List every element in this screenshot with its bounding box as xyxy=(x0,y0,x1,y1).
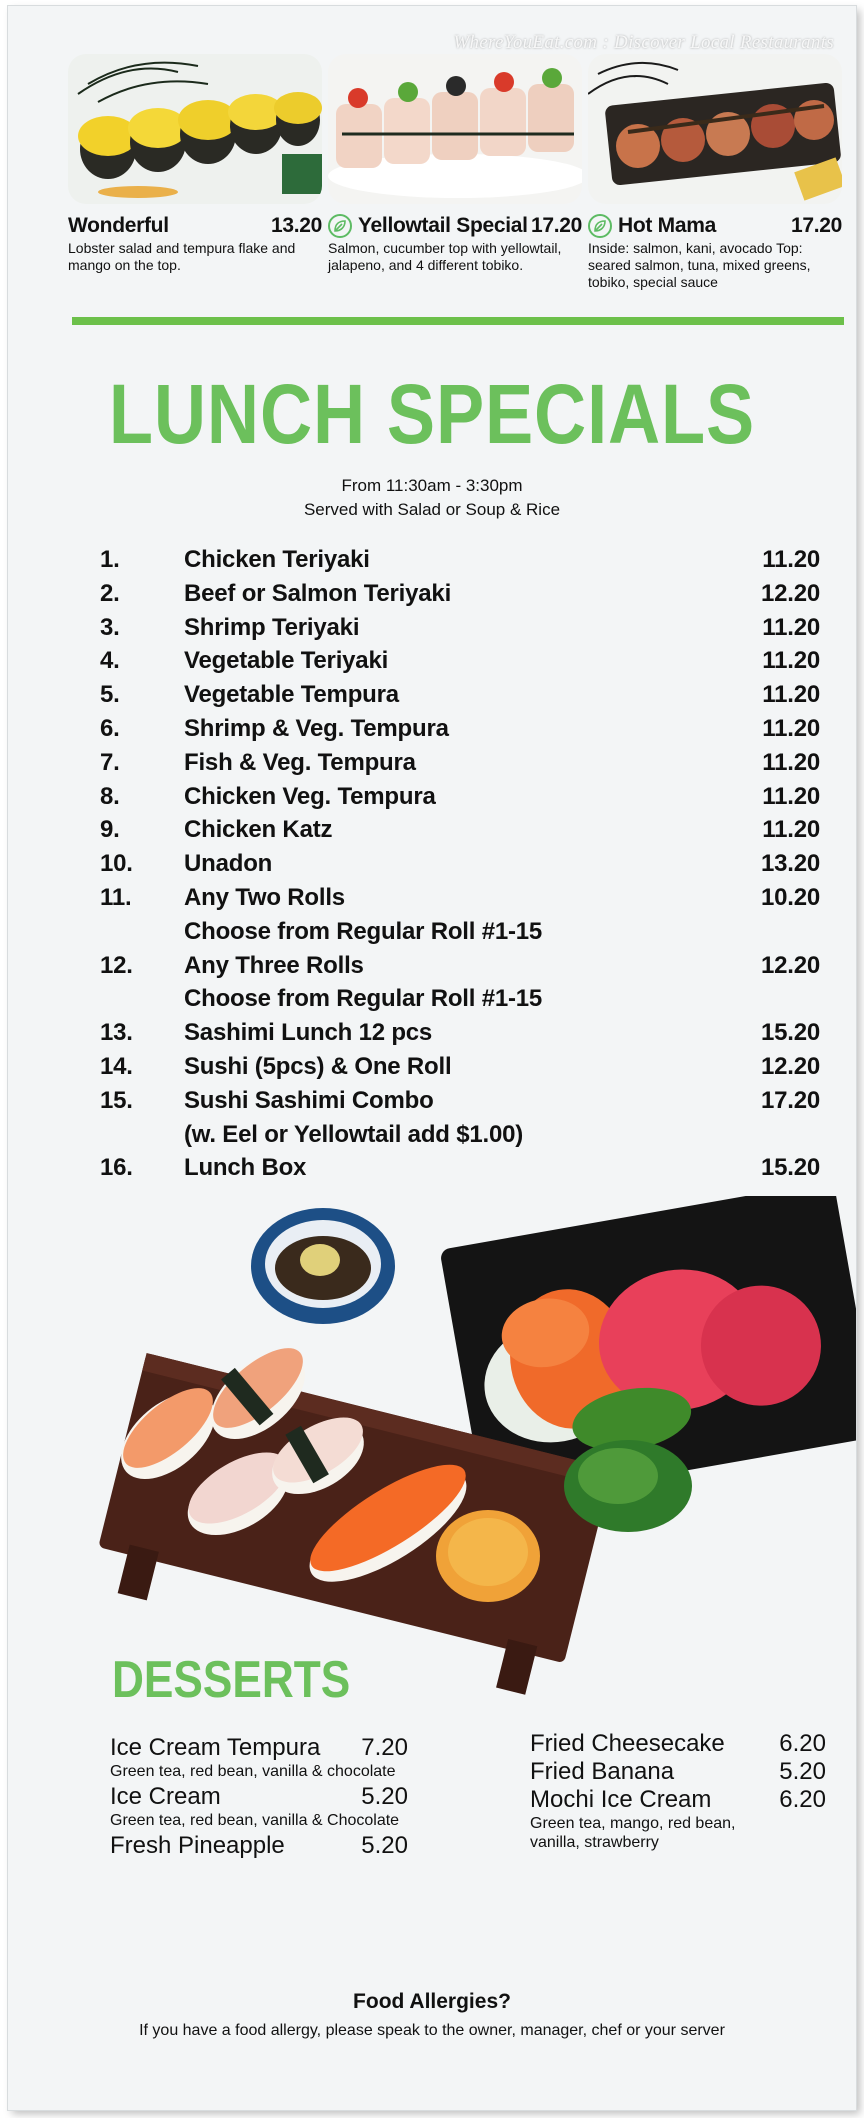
item-name: Vegetable Tempura xyxy=(184,681,399,709)
item-price: 12.20 xyxy=(760,951,820,979)
dessert-name: Fried Cheesecake xyxy=(530,1730,725,1757)
dessert-price: 7.20 xyxy=(361,1734,408,1761)
item-name: Sushi (5pcs) & One Roll xyxy=(184,1052,452,1080)
roll-title xyxy=(588,214,842,238)
dessert-description: Green tea, mango, red bean, vanilla, strawberry xyxy=(530,1815,736,1851)
lunch-item xyxy=(100,1087,820,1155)
featured-roll-wonderful xyxy=(68,54,322,274)
roll-description: Lobster salad and tempura flake and mango on the top. xyxy=(68,240,296,273)
item-price: 12.20 xyxy=(760,579,820,607)
roll-photo xyxy=(68,54,322,204)
desserts-title: DESSERTS xyxy=(112,1651,351,1709)
lunch-list xyxy=(100,546,820,1188)
lunch-item xyxy=(100,952,820,1020)
desserts-right-column xyxy=(530,1730,826,1852)
featured-roll-yellowtail-special xyxy=(328,54,582,274)
dessert-item xyxy=(110,1734,408,1781)
lunch-item xyxy=(100,1154,820,1188)
lunch-item xyxy=(100,647,820,681)
dessert-description: Green tea, red bean, vanilla & Chocolate xyxy=(110,1812,400,1829)
roll-price: 17.20 xyxy=(530,214,582,237)
item-price: 11.20 xyxy=(762,714,820,742)
item-number: 3. xyxy=(100,613,120,641)
dessert-price: 5.20 xyxy=(361,1783,408,1810)
item-number: 13. xyxy=(100,1019,133,1047)
item-price: 15.20 xyxy=(760,1154,820,1182)
item-price: 11.20 xyxy=(762,748,820,776)
item-number: 1. xyxy=(100,546,120,573)
item-number: 11. xyxy=(100,883,132,911)
item-number: 2. xyxy=(100,579,120,607)
featured-rolls xyxy=(68,54,848,314)
item-price: 11.20 xyxy=(762,816,820,844)
item-number: 7. xyxy=(100,748,120,776)
lunch-item xyxy=(100,816,820,850)
item-price: 11.20 xyxy=(762,782,820,810)
item-note: (w. Eel or Yellowtail add $1.00) xyxy=(184,1120,524,1148)
dessert-price: 5.20 xyxy=(779,1758,826,1785)
dessert-price: 5.20 xyxy=(361,1832,408,1859)
item-name: Unadon xyxy=(184,850,273,878)
roll-title xyxy=(328,214,582,238)
dessert-item xyxy=(530,1758,826,1786)
lunch-hours xyxy=(8,474,856,522)
item-name: Shrimp Teriyaki xyxy=(184,613,360,641)
lunch-item xyxy=(100,681,820,715)
item-price: 17.20 xyxy=(760,1086,820,1114)
item-note: Choose from Regular Roll #1-15 xyxy=(184,985,543,1013)
item-price: 13.20 xyxy=(760,850,820,878)
allergy-question: Food Allergies? xyxy=(353,1990,511,2013)
dessert-description: Green tea, red bean, vanilla & chocolate xyxy=(110,1763,396,1780)
lunch-item xyxy=(100,749,820,783)
sushi-sashimi-photo xyxy=(88,1196,856,1716)
leaf-icon xyxy=(588,214,612,238)
item-name: Chicken Teriyaki xyxy=(184,546,370,573)
dessert-name: Fried Banana xyxy=(530,1758,675,1785)
item-number: 5. xyxy=(100,681,120,709)
item-price: 15.20 xyxy=(760,1019,820,1047)
roll-name: Wonderful xyxy=(68,214,169,237)
item-name: Sashimi Lunch 12 pcs xyxy=(184,1019,433,1047)
dessert-name: Fresh Pineapple xyxy=(110,1832,285,1859)
roll-photo xyxy=(588,54,842,204)
lunch-item xyxy=(100,546,820,580)
roll-title xyxy=(68,214,322,238)
item-name: Vegetable Teriyaki xyxy=(184,647,389,675)
lunch-served-with: Served with Salad or Soup & Rice xyxy=(303,500,561,519)
section-divider xyxy=(72,317,844,325)
roll-price: 17.20 xyxy=(790,214,842,237)
item-name: Beef or Salmon Teriyaki xyxy=(184,579,452,607)
dessert-name: Mochi Ice Cream xyxy=(530,1786,712,1813)
lunch-item xyxy=(100,783,820,817)
item-number: 12. xyxy=(100,951,133,979)
item-name: Shrimp & Veg. Tempura xyxy=(184,714,449,742)
item-number: 14. xyxy=(100,1052,133,1080)
item-number: 4. xyxy=(100,647,120,675)
item-name: Chicken Veg. Tempura xyxy=(184,782,436,810)
lunch-item xyxy=(100,850,820,884)
lunch-item xyxy=(100,1053,820,1087)
lunch-specials-title: LUNCH SPECIALS xyxy=(108,367,756,461)
dessert-price: 6.20 xyxy=(779,1730,826,1757)
roll-description: Salmon, cucumber top with yellowtail, jalapeno, and 4 different tobiko. xyxy=(328,240,562,273)
dessert-item xyxy=(110,1783,408,1830)
item-number: 8. xyxy=(100,782,120,810)
allergy-notice xyxy=(8,1990,856,2040)
item-price: 12.20 xyxy=(760,1052,820,1080)
dessert-price: 6.20 xyxy=(779,1786,826,1813)
item-name: Any Three Rolls xyxy=(184,951,364,979)
item-name: Fish & Veg. Tempura xyxy=(184,748,416,776)
dessert-name: Ice Cream xyxy=(110,1783,221,1810)
item-price: 10.20 xyxy=(760,883,820,911)
item-name: Sushi Sashimi Combo xyxy=(184,1086,434,1114)
roll-photo xyxy=(328,54,582,204)
item-name: Any Two Rolls xyxy=(184,883,345,911)
item-price: 11.20 xyxy=(762,681,820,709)
item-number: 15. xyxy=(100,1086,133,1114)
item-note: Choose from Regular Roll #1-15 xyxy=(184,917,543,945)
item-price: 11.20 xyxy=(762,647,820,675)
lunch-item xyxy=(100,1019,820,1053)
item-number: 16. xyxy=(100,1154,133,1182)
item-name: Chicken Katz xyxy=(184,816,333,844)
item-name: Lunch Box xyxy=(184,1154,307,1182)
item-number: 10. xyxy=(100,850,133,878)
lunch-hours-time: From 11:30am - 3:30pm xyxy=(341,476,523,495)
lunch-item xyxy=(100,614,820,648)
menu-page xyxy=(8,6,856,2110)
desserts-left-column xyxy=(110,1734,408,1860)
leaf-icon xyxy=(328,214,352,238)
roll-price: 13.20 xyxy=(270,214,322,237)
watermark: WhereYouEat.com : Discover Local Restaurants xyxy=(453,32,834,53)
dessert-name: Ice Cream Tempura xyxy=(110,1734,321,1761)
item-number: 9. xyxy=(100,816,120,844)
item-number: 6. xyxy=(100,714,120,742)
item-price: 11.20 xyxy=(762,546,820,573)
featured-roll-hot-mama xyxy=(588,54,842,291)
lunch-item xyxy=(100,715,820,749)
lunch-item xyxy=(100,884,820,952)
roll-description: Inside: salmon, kani, avocado Top: seared salmon, tuna, mixed greens, tobiko, special sauce xyxy=(588,240,811,290)
roll-name: Yellowtail Special xyxy=(358,214,528,237)
item-price: 11.20 xyxy=(762,613,820,641)
lunch-item xyxy=(100,580,820,614)
dessert-item xyxy=(110,1832,408,1860)
dessert-item xyxy=(530,1786,826,1852)
roll-name: Hot Mama xyxy=(618,214,716,237)
dessert-item xyxy=(530,1730,826,1758)
allergy-text: If you have a food allergy, please speak to the owner, manager, chef or your server xyxy=(139,2022,725,2039)
